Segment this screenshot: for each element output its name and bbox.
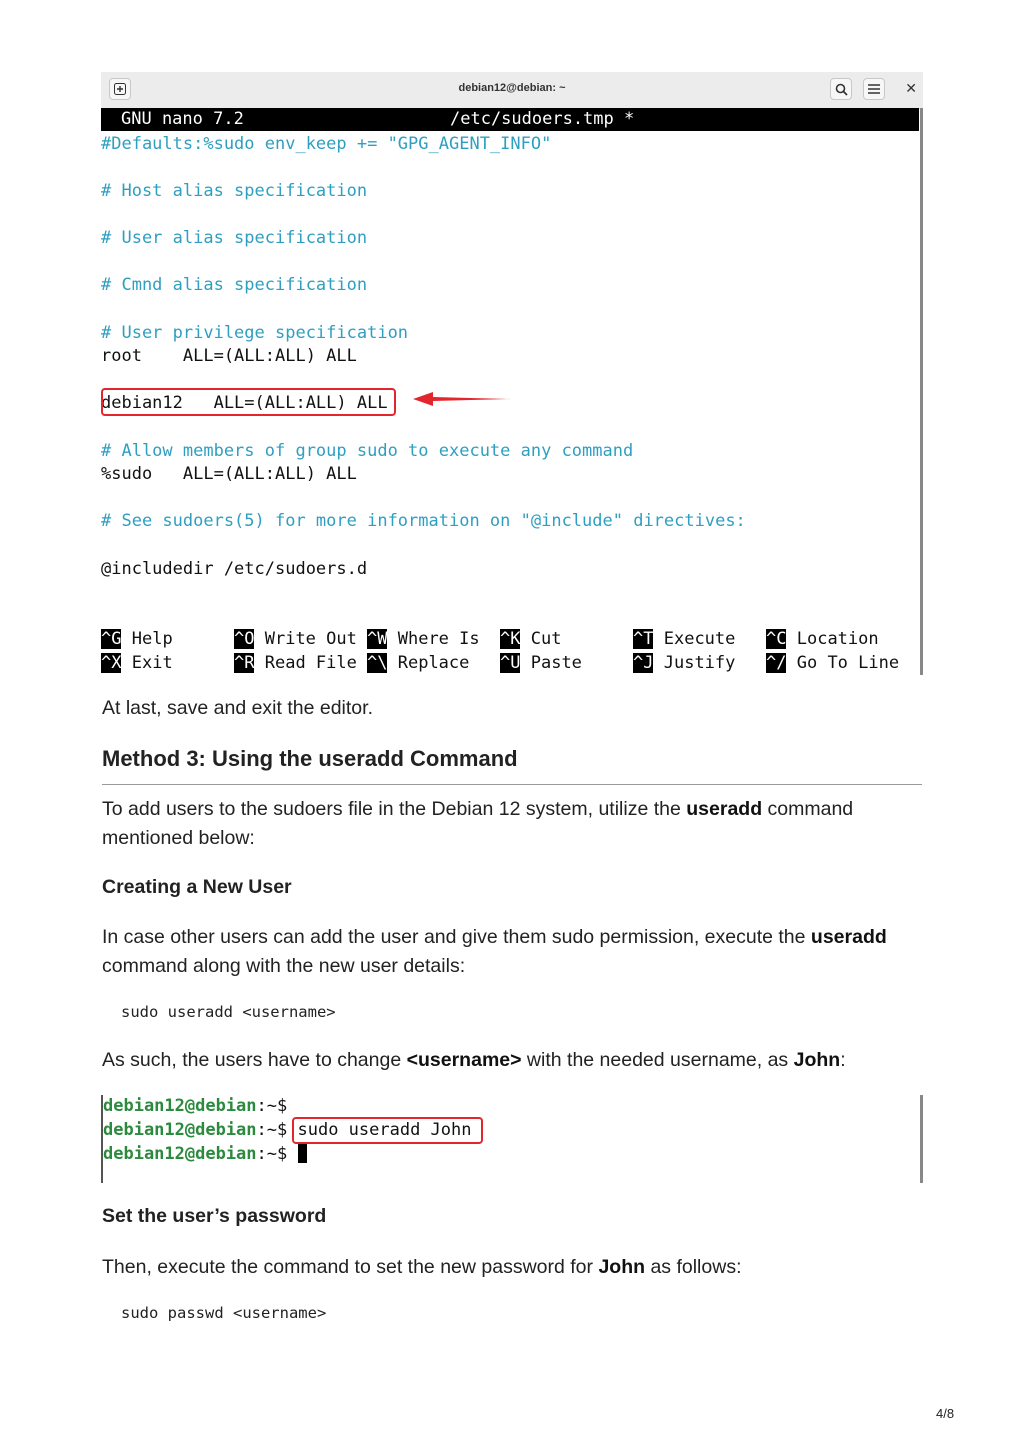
hamburger-menu-icon[interactable] xyxy=(863,78,885,100)
paragraph-in-case: In case other users can add the user and give them sudo permission, execute the useradd command along with the new user details: xyxy=(102,926,887,977)
terminal-window-title: debian12@debian: ~ xyxy=(458,82,566,94)
shortcut-location[interactable]: ^C Location xyxy=(766,629,879,649)
terminal-prompt-line: debian12@debian:~$ xyxy=(103,1143,307,1165)
shortcut-read-file[interactable]: ^R Read File xyxy=(234,653,357,673)
terminal-titlebar xyxy=(101,72,923,109)
highlight-box xyxy=(101,388,396,416)
terminal-scrollbar[interactable] xyxy=(920,1095,923,1183)
paragraph-intro: To add users to the sudoers file in the Debian 12 system, utilize the useradd command mentioned below: xyxy=(102,798,854,849)
sudoers-line: # See sudoers(5) for more information on "@include" directives: xyxy=(101,511,746,531)
shortcut-cut[interactable]: ^K Cut xyxy=(500,629,562,649)
red-arrow-icon xyxy=(411,390,513,408)
search-icon[interactable] xyxy=(830,78,852,100)
sudoers-line: # Cmnd alias specification xyxy=(101,275,368,295)
code-useradd: sudo useradd <username> xyxy=(121,1003,336,1021)
code-passwd: sudo passwd <username> xyxy=(121,1304,327,1322)
terminal-prompt-line: debian12@debian:~$ xyxy=(103,1096,288,1116)
creating-user-heading: Creating a New User xyxy=(102,876,292,898)
terminal-cursor xyxy=(298,1143,307,1163)
sudoers-line: # Host alias specification xyxy=(101,181,368,201)
heading-divider xyxy=(102,784,922,785)
shortcut-paste[interactable]: ^U Paste xyxy=(500,653,582,673)
nano-version: GNU nano 7.2 xyxy=(121,109,244,129)
shortcut-write-out[interactable]: ^O Write Out xyxy=(234,629,357,649)
terminal-command-line: debian12@debian:~$ sudo useradd John xyxy=(103,1120,472,1140)
sudoers-line: @includedir /etc/sudoers.d xyxy=(101,559,368,579)
shortcut-execute[interactable]: ^T Execute xyxy=(633,629,736,649)
paragraph-save-exit: At last, save and exit the editor. xyxy=(102,697,373,719)
paragraph-as-such: As such, the users have to change <username> with the needed username, as John: xyxy=(102,1049,846,1071)
page-number: 4/8 xyxy=(936,1406,955,1421)
paragraph-then: Then, execute the command to set the new password for John as follows: xyxy=(102,1256,742,1278)
sudoers-line: #Defaults:%sudo env_keep += "GPG_AGENT_INFO" xyxy=(101,134,552,154)
close-icon[interactable]: ✕ xyxy=(905,80,917,96)
useradd-terminal-screenshot xyxy=(101,1095,923,1183)
nano-terminal-screenshot xyxy=(101,72,923,675)
sudoers-line: root ALL=(ALL:ALL) ALL xyxy=(101,346,357,366)
sudoers-line-highlighted: debian12 ALL=(ALL:ALL) ALL xyxy=(101,393,388,413)
method3-heading: Method 3: Using the useradd Command xyxy=(102,746,518,771)
sudoers-line: # User privilege specification xyxy=(101,323,409,343)
shortcut-help[interactable]: ^G Help xyxy=(101,629,173,649)
shortcut-where-is[interactable]: ^W Where Is xyxy=(367,629,480,649)
nano-header-bar xyxy=(101,108,919,131)
shortcut-exit[interactable]: ^X Exit xyxy=(101,653,173,673)
nano-filename: /etc/sudoers.tmp * xyxy=(450,109,635,129)
sudoers-line: %sudo ALL=(ALL:ALL) ALL xyxy=(101,464,357,484)
shortcut-justify[interactable]: ^J Justify xyxy=(633,653,736,673)
sudoers-line: # Allow members of group sudo to execute any command xyxy=(101,441,634,461)
terminal-scrollbar[interactable] xyxy=(920,108,923,675)
shortcut-replace[interactable]: ^\ Replace xyxy=(367,653,470,673)
sudoers-line: # User alias specification xyxy=(101,228,368,248)
set-password-heading: Set the user’s password xyxy=(102,1205,327,1227)
terminal-command: sudo useradd John xyxy=(297,1120,472,1140)
highlight-box xyxy=(292,1117,483,1144)
shortcut-go-to-line[interactable]: ^/ Go To Line xyxy=(766,653,900,673)
